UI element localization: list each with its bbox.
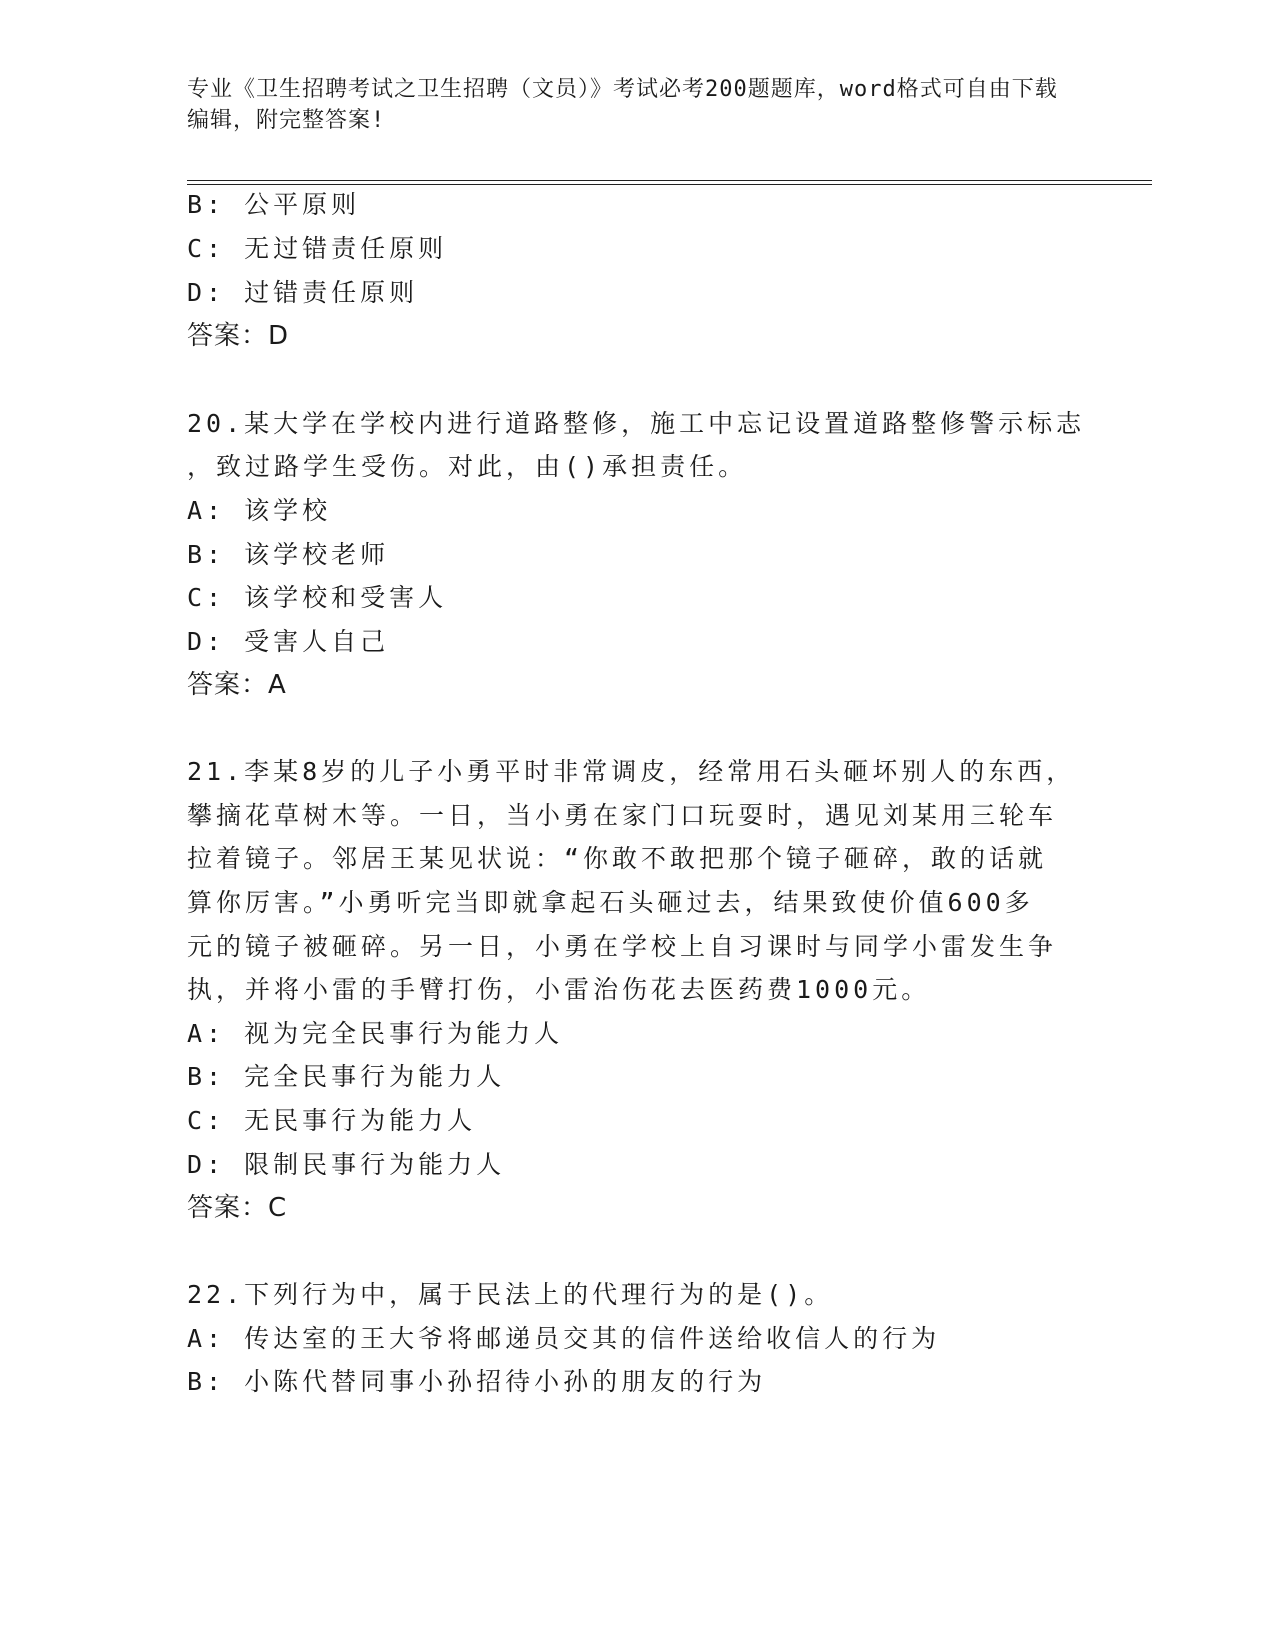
q20-option-c: C: 该学校和受害人 — [187, 583, 448, 612]
q20-option-b: B: 该学校老师 — [187, 540, 390, 569]
q19-option-d: D: 过错责任原则 — [187, 278, 419, 307]
q20-stem-line-1: 20.某大学在学校内进行道路整修，施工中忘记设置道路整修警示标志 — [187, 409, 1086, 438]
q20-option-a: A: 该学校 — [187, 496, 332, 525]
q21-option-c: C: 无民事行为能力人 — [187, 1106, 477, 1135]
q20-stem-line-2: ，致过路学生受伤。对此，由()承担责任。 — [187, 452, 748, 481]
q22-option-b: B: 小陈代替同事小孙招待小孙的朋友的行为 — [187, 1367, 767, 1396]
q19-option-b: B: 公平原则 — [187, 190, 361, 219]
q22-option-a: A: 传达室的王大爷将邮递员交其的信件送给收信人的行为 — [187, 1324, 941, 1353]
q22-stem-line-1: 22.下列行为中，属于民法上的代理行为的是()。 — [187, 1280, 834, 1309]
q19-option-c: C: 无过错责任原则 — [187, 234, 448, 263]
q19-answer: 答案：D — [187, 321, 290, 351]
q21-option-b: B: 完全民事行为能力人 — [187, 1062, 506, 1091]
q20-option-d: D: 受害人自己 — [187, 627, 390, 656]
q20-answer: 答案：A — [187, 670, 287, 700]
q21-stem-line-4: 算你厉害。”小勇听完当即就拿起石头砸过去，结果致使价值600多 — [187, 888, 1034, 917]
q21-option-a: A: 视为完全民事行为能力人 — [187, 1019, 564, 1048]
header-divider — [187, 180, 1152, 185]
q21-stem-line-5: 元的镜子被砸碎。另一日，小勇在学校上自习课时与同学小雷发生争 — [187, 932, 1058, 961]
page-header: 专业《卫生招聘考试之卫生招聘（文员）》考试必考200题题库，word格式可自由下载编辑，附完整答案! — [187, 77, 1058, 133]
q21-answer: 答案：C — [187, 1193, 288, 1223]
q21-stem-line-6: 执，并将小雷的手臂打伤，小雷治伤花去医药费1000元。 — [187, 975, 931, 1004]
q21-stem-line-3: 拉着镜子。邻居王某见状说：“你敢不敢把那个镜子砸碎，敢的话就 — [187, 844, 1048, 873]
q21-stem-line-1: 21.李某8岁的儿子小勇平时非常调皮，经常用石头砸坏别人的东西， — [187, 757, 1076, 786]
q21-stem-line-2: 攀摘花草树木等。一日，当小勇在家门口玩耍时，遇见刘某用三轮车 — [187, 801, 1058, 830]
q21-option-d: D: 限制民事行为能力人 — [187, 1150, 506, 1179]
